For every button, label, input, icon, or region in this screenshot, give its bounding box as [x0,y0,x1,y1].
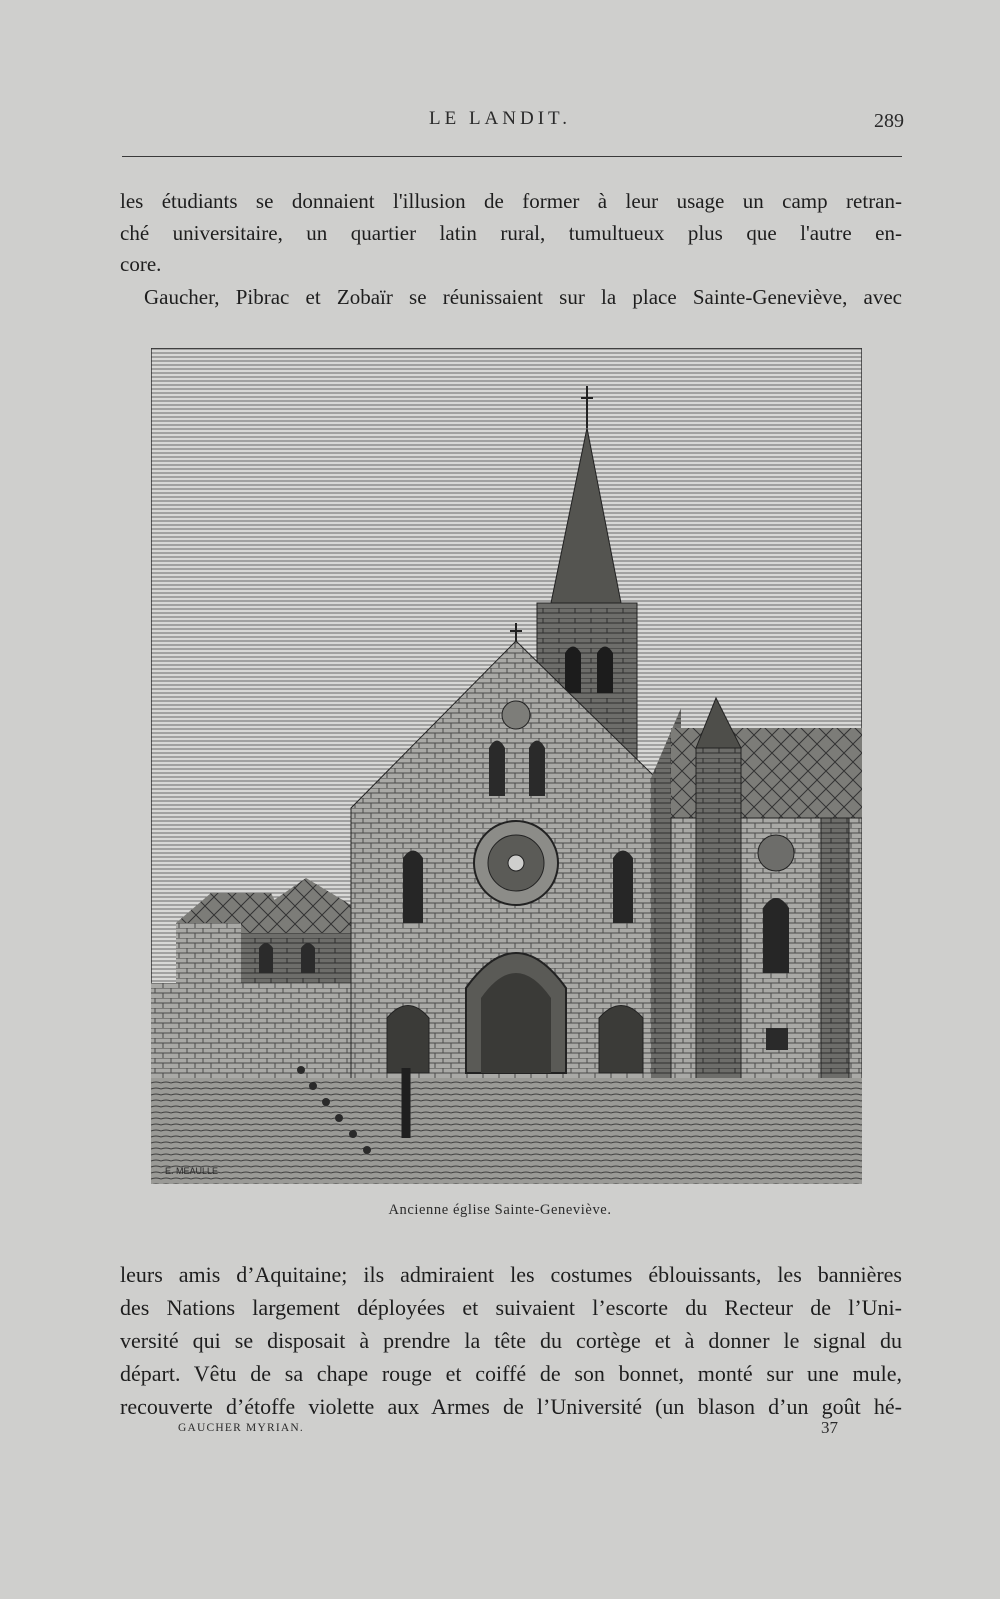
engraver-signature: E. MEAULLE [165,1166,219,1176]
text-line: versité qui se disposait à prendre la tête du cortège et à donner le signal du [120,1328,902,1353]
paragraph-3 [120,1258,902,1423]
text-line: ché universitaire, un quartier latin rural, tumultueux plus que l'autre en- [120,220,902,245]
figure-caption: Ancienne église Sainte-Geneviève. [388,1202,612,1218]
page-number: 289 [874,110,904,132]
text-line: départ. Vêtu de sa chape rouge et coiffé de son bonnet, monté sur une mule, [120,1361,902,1386]
text-line: leurs amis d’Aquitaine; ils admiraient les costumes éblouissants, les bannières [120,1262,902,1287]
running-title: LE LANDIT. [428,108,571,129]
text-line: recouverte d’étoffe violette aux Armes de l’Université (un blason d’un goût hé- [120,1394,902,1419]
printer-signature: GAUCHER MYRIAN. [178,1422,304,1434]
header-rule [122,156,902,157]
church-engraving [151,348,862,1184]
text-line: core. [120,252,162,276]
paragraph-1 [120,186,902,281]
paragraph-2 [120,282,902,314]
text-line: Gaucher, Pibrac et Zobaïr se réunissaient sur la place Sainte-Geneviève, avec [144,285,902,309]
footer [178,1418,838,1442]
text-line: des Nations largement déployées et suivaient l’escorte du Recteur de l’Uni- [120,1295,902,1320]
text-line: les étudiants se donnaient l'illusion de former à leur usage un camp retran- [120,189,902,213]
running-head [0,108,1000,138]
sheet-number: 37 [821,1418,838,1437]
